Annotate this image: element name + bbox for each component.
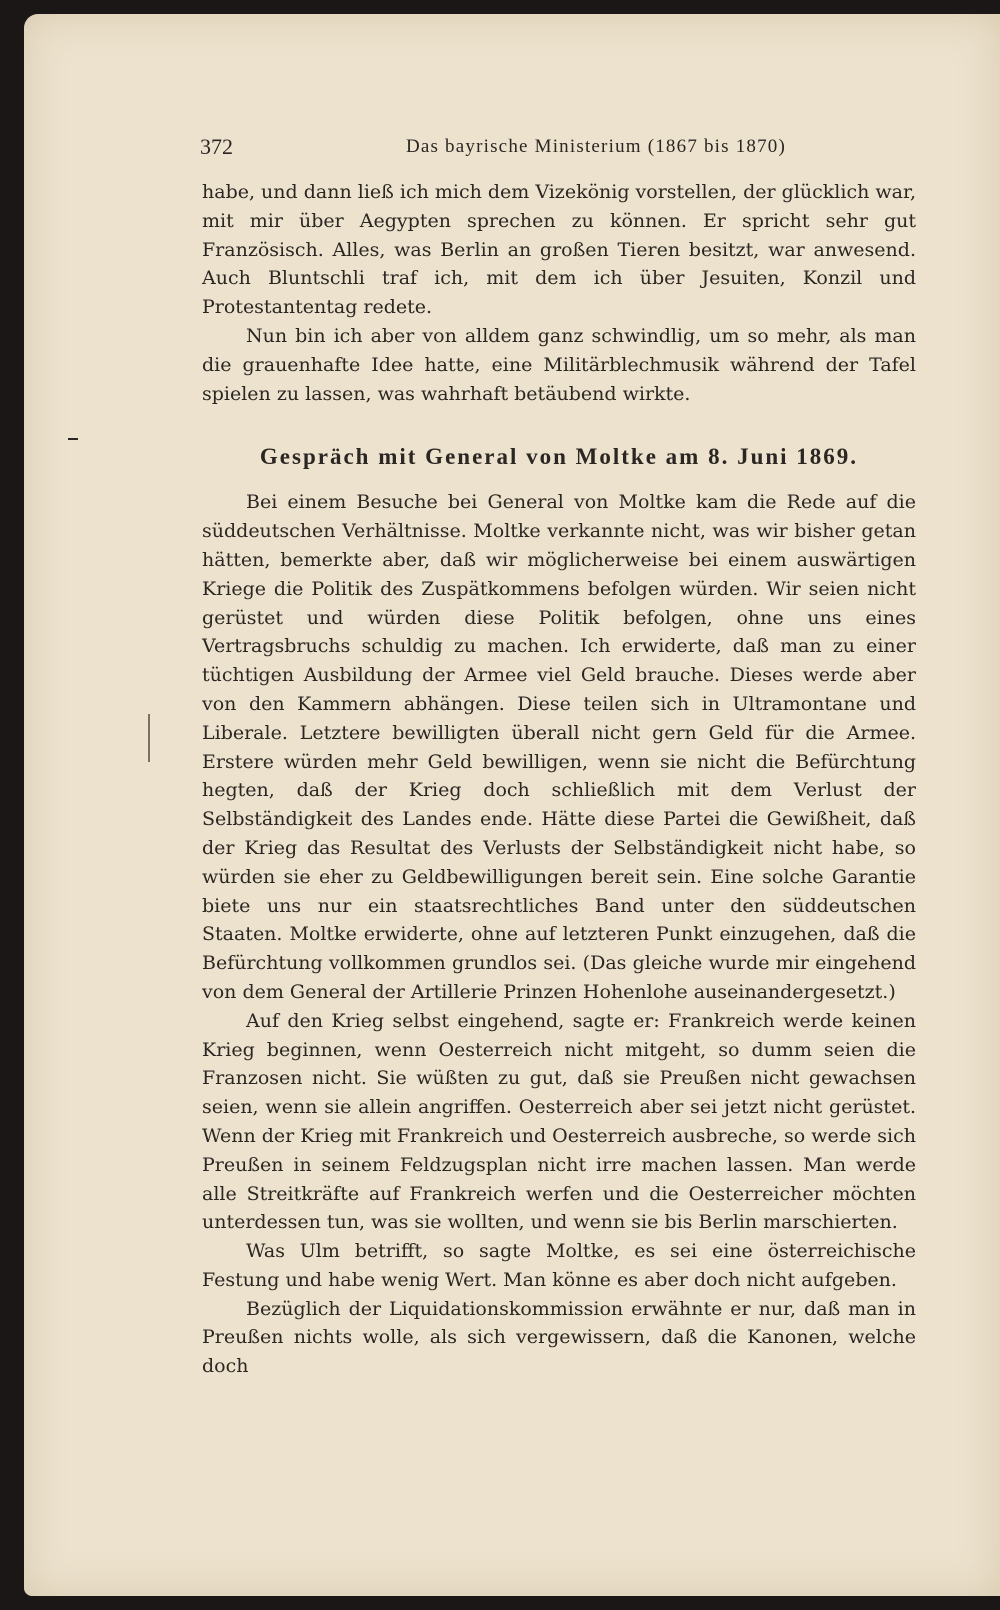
page-number: 372: [200, 134, 233, 159]
page-header: [176, 120, 918, 159]
page-text: [176, 120, 918, 1378]
paragraph: Bezüglich der Liquidationskommission erwähnte er nur, daß man in Preußen nichts wolle, als sich vergewissern, daß die Kanonen, welche doch: [202, 1297, 916, 1378]
paragraph: Auf den Krieg selbst eingehend, sagte er: Frankreich werde keinen Krieg beginnen, wenn Oesterreich nicht mitgeht, so dumm seien die Franzosen nicht. Sie wüßten zu gut, daß sie Preußen nicht gewachsen seien, wenn sie allein angriffen. Oesterreich aber sei jetzt nicht gerüstet. Wenn der Krieg mit Frankreich und Oesterreich ausbreche, so werde sich Preußen in seinem Feldzugsplan nicht irre machen lassen. Man werde alle Streitkräfte auf Frankreich werfen und die Oesterreicher möchten unterdessen tun, was sie wollten, und wenn sie bis Berlin marschierten.: [202, 1009, 917, 1234]
page-body: [202, 178, 916, 1381]
paragraph: Bei einem Besuche bei General von Moltke kam die Rede auf die süddeutschen Verhältnisse. Moltke verkannte nicht, was wir bisher getan hätten, bemerkte aber, daß wir möglicherweise bei einem auswärtigen Kriege die Politik des Zuspätkommens befolgen würden. Wir seien nicht gerüstet und würden diese Politik befolgen, ohne uns eines Vertragsbruchs schuldig zu machen. Ich erwiderte, daß man zu einer tüchtigen Ausbildung der Armee viel Geld brauche. Dieses werde aber von den Kammern abhängen. Diese teilen sich in Ultramontane und Liberale. Letztere bewilligten überall nicht gern Geld für die Armee. Erstere würden mehr Geld bewilligen, wenn sie nicht die Befürchtung hegten, daß der Krieg doch schließlich mit dem Verlust der Selbständigkeit des Landes ende. Hätte diese Partei die Gewißheit, daß der Krieg das Resultat des Verlusts der Selbständigkeit nicht habe, so würden sie eher zu Geldbewilligungen bereit sein. Eine solche Garantie biete uns nur ein staatsrechtliches Band unter den süddeutschen Staaten. Moltke erwiderte, ohne auf letzteren Punkt einzugehen, daß die Befürchtung vollkommen grundlos sei. (Das gleiche wurde mir eingehend von dem General der Artillerie Prinzen Hohenlohe auseinandergesetzt.): [202, 491, 916, 1003]
margin-tick-mark: [68, 438, 78, 440]
section-heading: Gespräch mit General von Moltke am 8. Juni 1869.: [259, 444, 859, 470]
margin-pencil-mark: [148, 714, 150, 762]
paragraph: Nun bin ich aber von alldem ganz schwindlig, um so mehr, als man die grauenhafte Idee hatte, eine Militärblechmusik während der Tafel spielen zu lassen, was wahrhaft betäubend wirkte.: [202, 324, 916, 405]
running-title: Das bayrische Ministerium (1867 bis 1870): [405, 136, 787, 157]
paragraph: habe, und dann ließ ich mich dem Vizekönig vorstellen, der glücklich war, mit mir über Aegypten sprechen zu können. Er spricht sehr gut Französisch. Alles, was Berlin an großen Tieren besitzt, war anwesend. Auch Bluntschli traf ich, mit dem ich über Jesuiten, Konzil und Protestantentag redete.: [202, 181, 916, 319]
paragraph: Was Ulm betrifft, so sagte Moltke, es sei eine österreichische Festung und habe wenig Wert. Man könne es aber doch nicht aufgeben.: [202, 1240, 916, 1291]
